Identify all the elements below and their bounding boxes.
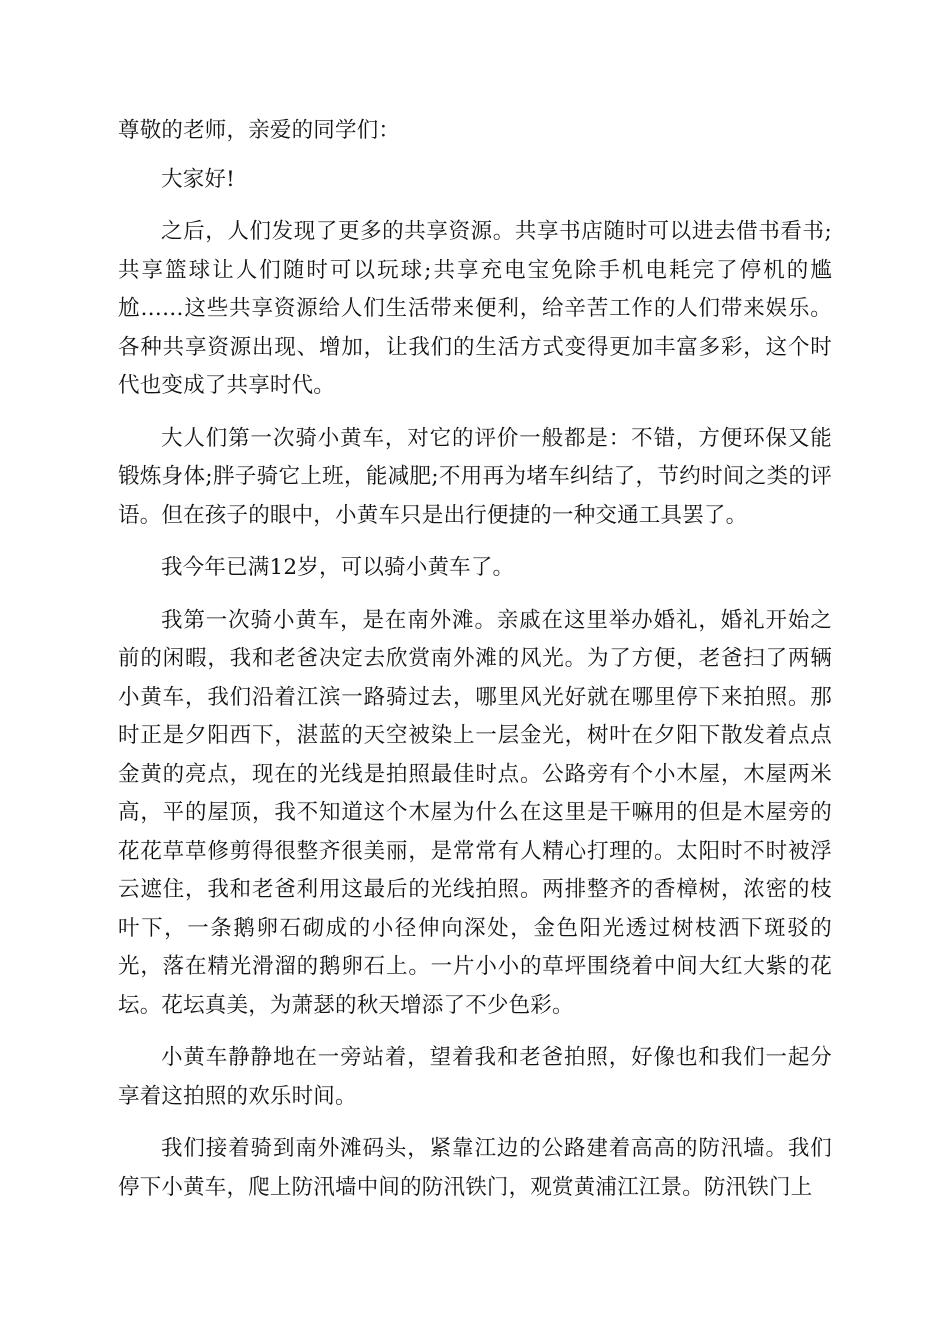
paragraph-bike-standing: 小黄车静静地在一旁站着，望着我和老爸拍照，好像也和我们一起分享着这拍照的欢乐时间。 (118, 1045, 832, 1109)
paragraph-first-ride: 我第一次骑小黄车，是在南外滩。亲戚在这里举办婚礼，婚礼开始之前的闲暇，我和老爸决定去欣赏南外滩的风光。为了方便，老爸扫了两辆小黄车，我们沿着江滨一路骑过去，哪里风光好就在哪里停下来拍照。那时正是夕阳西下，湛蓝的天空被染上一层金光，树叶在夕阳下散发着点点金黄的亮点，现在的光线是拍照最佳时点。公路旁有个小木屋，木屋两米高，平的屋顶，我不知道这个木屋为什么在这里是干嘛用的但是木屋旁的花花草草修剪得很整齐很美丽，是常常有人精心打理的。太阳时不时被浮云遮住，我和老爸利用这最后的光线拍照。两排整齐的香樟树，浓密的枝叶下，一条鹅卵石砌成的小径伸向深处，金色阳光透过树枝洒下斑驳的光，落在精光滑溜的鹅卵石上。一片小小的草坪围绕着中间大红大紫的花坛。花坛真美，为萧瑟的秋天增添了不少色彩。 (118, 607, 832, 1018)
paragraph-age: 我今年已满12岁，可以骑小黄车了。 (161, 555, 515, 580)
paragraph-greeting: 大家好! (161, 166, 235, 192)
paragraph-shared-resources: 之后，人们发现了更多的共享资源。共享书店随时可以进去借书看书;共享篮球让人们随时可以玩球;共享充电宝免除手机电耗完了停机的尴尬……这些共享资源给人们生活带来便利，给辛苦工作的人们带来娱乐。各种共享资源出现、增加，让我们的生活方式变得更加丰富多彩，这个时代也变成了共享时代。 (118, 219, 832, 398)
paragraph-wharf: 我们接着骑到南外滩码头，紧靠江边的公路建着高高的防汛墙。我们停下小黄车，爬上防汛墙中间的防汛铁门，观赏黄浦江江景。防汛铁门上 (118, 1136, 832, 1200)
paragraph-adults-opinion: 大人们第一次骑小黄车，对它的评价一般都是：不错，方便环保又能锻炼身体;胖子骑它上班，能减肥;不用再为堵车纠结了，节约时间之类的评语。但在孩子的眼中，小黄车只是出行便捷的一种交通工具罢了。 (118, 425, 832, 528)
salutation: 尊敬的老师，亲爱的同学们： (118, 118, 401, 143)
